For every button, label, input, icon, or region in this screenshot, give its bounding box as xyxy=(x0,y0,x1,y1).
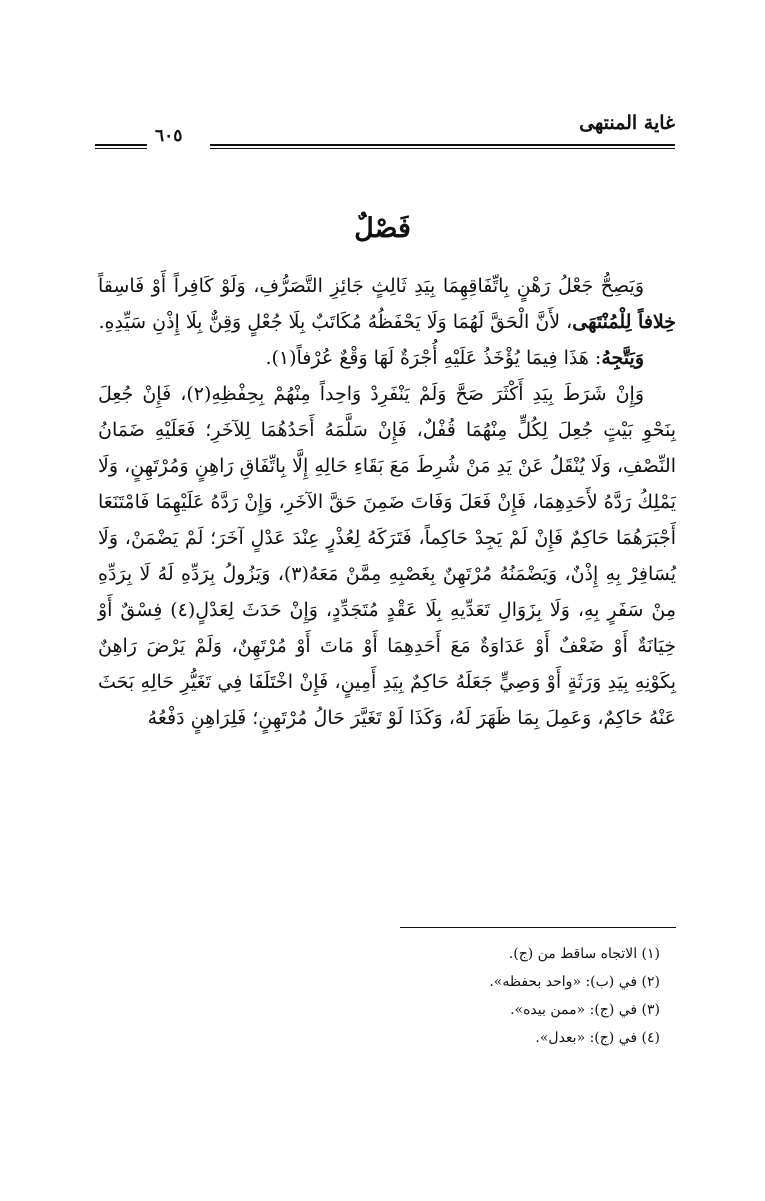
paragraph xyxy=(98,376,676,736)
running-header xyxy=(95,112,675,152)
paragraph xyxy=(98,268,676,340)
footnote-separator xyxy=(400,927,676,928)
bold-phrase: وَيَتَّجِهُ xyxy=(601,347,644,369)
footnote: (٣) في (ج): «ممن بيده». xyxy=(510,1002,660,1018)
footnotes xyxy=(300,940,676,1052)
footnote: (٤) في (ج): «بعدل». xyxy=(535,1030,660,1046)
header-rule xyxy=(210,144,675,149)
header-rule-short xyxy=(95,144,147,149)
footnote: (١) الاتجاه ساقط من (ج). xyxy=(508,946,660,962)
paragraph-text: : هَذَا فِيمَا يُؤْخَذُ عَلَيْهِ أُجْرَةٌ لَهَا وَقْعٌ عُرْفاً(١). xyxy=(265,347,602,369)
book-title: غاية المنتهى xyxy=(579,112,675,134)
footnote: (٢) في (ب): «واحد بحفظه». xyxy=(489,974,660,990)
main-text xyxy=(98,268,676,736)
bold-phrase: خِلافاً لِلْمُنْتَهَى xyxy=(572,311,676,333)
section-title: فَصْلٌ xyxy=(354,213,411,244)
paragraph-text: وَإِنْ شَرَطَ بِيَدِ أَكْثَرَ صَحَّ وَلَمْ يَنْفَرِدْ وَاحِداً مِنْهُمْ بِحِفْظِهِ(٢)، فَإِنْ جُعِلَ بِنَحْوِ بَيْتٍ جُعِلَ لِكُلٍّ مِنْهُمَا قُفْلٌ، فَإِنْ سَلَّمَهُ أَحَدُهُمَا لِلآخَرِ؛ فَعَلَيْهِ ضَمَانُ النِّصْفِ، وَلَا يُنْقَلُ عَنْ يَدِ مَنْ شُرِطَ مَعَ بَقَاءِ حَالِهِ إِلَّا بِاتِّفَاقِ رَاهِنٍ وَمُرْتَهِنٍ، وَلَا يَمْلِكُ رَدَّهُ لأَحَدِهِمَا، فَإِنْ فَعَلَ وَفَاتَ ضَمِنَ حَقَّ الآخَرِ، وَإِنْ رَدَّهُ عَلَيْهِمَا فَامْتَنَعَا أَجْبَرَهُمَا حَاكِمٌ فَإِنْ لَمْ يَجِدْ حَاكِماً، فَتَرَكَهُ لِعُذْرٍ عِنْدَ عَدْلٍ آخَرَ؛ لَمْ يَضْمَنْ، وَلَا يُسَافِرْ بِهِ إِذْنٌ، وَيَضْمَنُهُ مُرْتَهِنٌ بِغَصْبِهِ مِمَّنْ مَعَهُ(٣)، وَيَزُولُ بِرَدِّهِ لَهُ لَا بِرَدِّهِ مِنْ سَفَرٍ بِهِ، وَلَا بِزَوَالِ تَعَدِّيهِ بِلَا عَقْدٍ مُتَجَدِّدٍ، وَإِنْ حَدَثَ لِعَدْلٍ(٤) فِسْقٌ أَوْ خِيَانَةٌ أَوْ ضَعْفٌ أَوْ عَدَاوَةٌ مَعَ أَحَدِهِمَا أَوْ مَاتَ أَوْ مُرْتَهِنٌ، وَلَمْ يَرْضَ رَاهِنٌ بِكَوْنِهِ بِيَدِ وَرَثَةٍ أَوْ وَصِيٍّ جَعَلَهُ حَاكِمٌ بِيَدِ أَمِينٍ، فَإِنْ اخْتَلَفَا فِي تَغَيُّرِ حَالِهِ بَحَثَ عَنْهُ حَاكِمٌ، وَعَمِلَ بِمَا ظَهَرَ لَهُ، وَكَذَا لَوْ تَغَيَّرَ حَالُ مُرْتَهِنٍ؛ فَلِرَاهِنٍ دَفْعُهُ xyxy=(98,383,677,729)
paragraph-text: وَيَصِحُّ جَعْلُ رَهْنٍ بِاتِّفَاقِهِمَا بِيَدِ ثَالِثٍ جَائِزِ التَّصَرُّفِ، وَلَوْ كَافِراً أَوْ فَاسِقاً xyxy=(98,275,644,297)
page-number: ٦٠٥ xyxy=(155,126,183,146)
paragraph-text: ، لأَنَّ الْحَقَّ لَهُمَا وَلَا يَحْفَظُهُ مُكَاتَبٌ بِلَا جُعْلٍ وَقِنٌّ بِلَا إِذْنِ سَيِّدِهِ. xyxy=(98,311,573,333)
paragraph xyxy=(98,340,676,376)
